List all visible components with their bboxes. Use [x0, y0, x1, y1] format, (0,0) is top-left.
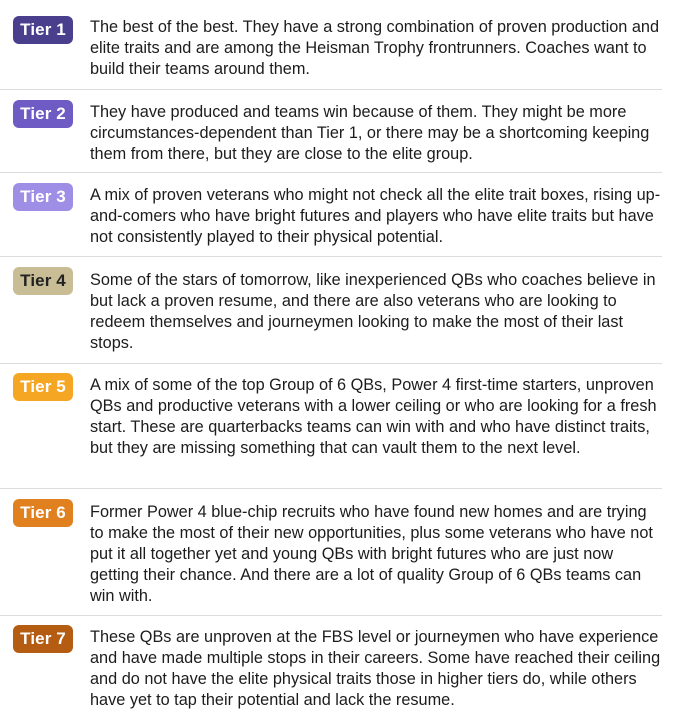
tier-description: A mix of some of the top Group of 6 QBs, Power 4 first-time starters, unproven QBs and productive veterans with a lower ceiling or who are looking for a fresh start. These are quarterbacks teams can win with and who have distinct traits, but they are missing something that can vault them to the next level.	[90, 376, 657, 457]
tier-description: These QBs are unproven at the FBS level or journeymen who have experience and have made multiple stops in their careers. Some have reached their ceiling and do not have the elite physical traits those in higher tiers do, while others have yet to tap their potential and lack the resume.	[90, 628, 661, 709]
tier-description: The best of the best. They have a strong combination of proven production and elite traits and are among the Heisman Trophy frontrunners. Coaches want to build their teams around them.	[90, 18, 660, 78]
tier-row-7	[0, 615, 662, 723]
tier-row-5	[0, 363, 662, 488]
tier-row-4	[0, 256, 662, 363]
tier-description: Former Power 4 blue-chip recruits who have found new homes and are trying to make the most of their new opportunities, plus some veterans who have not put it all together yet and young QBs with bright futures who are just now getting their chance. And there are a lot of quality Group of 6 QBs teams can win with.	[90, 503, 653, 605]
tier-badge: Tier 3	[13, 183, 73, 211]
tier-badge: Tier 4	[13, 267, 73, 295]
tier-row-3	[0, 172, 662, 256]
tier-badge: Tier 1	[13, 16, 73, 44]
tier-description: Some of the stars of tomorrow, like inexperienced QBs who coaches believe in but lack a proven resume, and there are also veterans who are looking to redeem themselves and journeymen looking to make the most of their last stops.	[90, 271, 656, 352]
tier-row-6	[0, 488, 662, 615]
tier-description: They have produced and teams win because of them. They might be more circumstances-dependent than Tier 1, or there may be a shortcoming keeping them from there, but they are close to the elite group.	[90, 103, 650, 163]
tier-badge: Tier 2	[13, 100, 73, 128]
tier-badge: Tier 6	[13, 499, 73, 527]
tier-badge: Tier 5	[13, 373, 73, 401]
tier-badge: Tier 7	[13, 625, 73, 653]
tier-row-1	[0, 0, 662, 88]
tier-description: A mix of proven veterans who might not check all the elite trait boxes, rising up-and-comers who have bright futures and players who have elite traits but have not consistently played to their physical potential.	[90, 186, 661, 246]
tier-row-2	[0, 89, 662, 172]
